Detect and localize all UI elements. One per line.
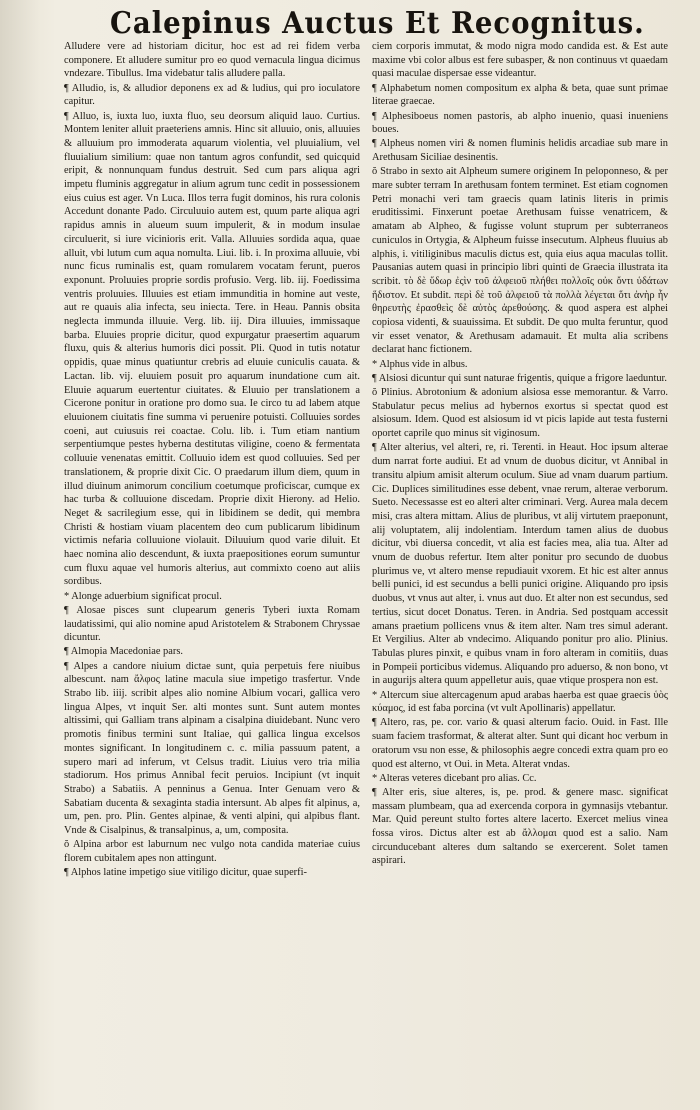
dictionary-entry: * Alphus vide in albus. [372, 358, 468, 370]
running-head-title: Calepinus Auctus Et Recognitus. [110, 6, 645, 41]
right-text-column [372, 40, 668, 1044]
dictionary-entry: ¶ Altero, ras, pe. cor. vario & quasi alterum facio. Ouid. in Fast. Ille suam faciem trasformat, & alterat alter. Sunt qui dicant hoc verbum in oratorum vsu non esse, & philosophis aegre concedi extra quam pro eo quod est alterno, vt Oui. in Meta. Alterat vndas. [372, 717, 668, 770]
dictionary-entry: * Altercum siue altercagenum apud arabas haerba est quae graecis ὑὸς κύαμος, id est faba porcina (vt vult Apollinaris) appellatur. [372, 689, 668, 715]
dictionary-entry: ¶ Alpes a candore niuium dictae sunt, quia perpetuis fere niuibus albescunt. nam ἄλφος latine macula siue impetigo trasfertur. Vnde Strabo lib. iiij. scribit alpes alio nomine Albium vocari, gallica vero lingua Alpes, vt inquit Ser. alti montes sunt. Sunt autem montes altissimi, qui Galliam trans alpinam a cisalpina diuidebant. Nunc vero promotis finibus termini sunt Italiae, qui gallica lingua excelsos montes significant. In longitudinem c. c. milia passuum patent, a supero mari ad inferum, vt Celsus tradit. Liuius vero tria milia stadiorum. Hos primus Annibal fecit peruios. Incipiunt (vt inquit Strabo) a Sabatiis. A penninus a Genua. Inter Genuam vero & Sabatiam ducenta & sexaginta stadia intersunt. Ab alpes fit alpinus, a, um, pen. pro. Plin. Gentes alpinae, & venti alpini, qui alpibus flant. Vnde & Cisalpinus, & transalpinus, a, um, composita. [64, 660, 360, 837]
dictionary-entry: ŏ Alpina arbor est laburnum nec vulgo nota candida materiae cuius florem cubitalem apes non attingunt. [64, 839, 360, 864]
dictionary-entry: ¶ Alpheus nomen viri & nomen fluminis helidis arcadiae sub mare in Arethusam Siciliae desinentis. [372, 138, 668, 164]
dictionary-entry: ciem corporis immutat, & modo nigra modo candida est. & Est aute maxime vbi color albus est fere subasper, & non continuus vt quaedam quasi maculae dispersae esse videantur. [372, 41, 668, 80]
dictionary-entry: ¶ Almopia Macedoniae pars. [64, 646, 183, 658]
page-gutter-shadow [0, 0, 40, 1110]
dictionary-entry: ¶ Alphos latine impetigo siue vitiligo dicitur, quae superfi- [64, 867, 307, 879]
dictionary-entry: ¶ Alphabetum nomen compositum ex alpha & beta, quae sunt primae literae graecae. [372, 82, 668, 108]
dictionary-entry: * Alonge aduerbium significat procul. [64, 590, 222, 602]
dictionary-entry: Alludere vere ad historiam dicitur, hoc est ad rei fidem verba componere. Et alludere sumitur pro eo quod vernacula lingua dicimus vndezare. Tibullus. Ima videbatur talis alludere palla. [64, 41, 360, 80]
dictionary-entry: ŏ Strabo in sexto ait Alpheum sumere originem In peloponneso, & per mare subter terram In arethusam fontem terminet. Est etiam cognomen Petri monachi veri tam graecis quam latinis literis in primis eruditissimi. Finxerunt poetae Arethusam fuisse venatricem, & amatam ab Alpheo, & fugisse volunt stuprum per subterraneos cuniculos in Ortygia, & Alpheum fuisse insecutum. Alpheus fluuius ab alphis, i. vitiliginibus maculis dictus est, quia eius aqua maculas tollit. Pausanias autem quasi in principio libri quinti de Graecia illustrata ita scribit. τὸ δὲ ὕδωρ ἐςὶν τοῦ ἀλφειοῦ πλήθει πολλοῖς οὐκ ὄντι ὑδάτων ἥδιστον. Et subdit. περὶ δὲ τοῦ ἀλφειοῦ τὰ πολλὰ λέγεται ὅτι ἀνὴρ ἦν θηρευτὴς ἐρασθεὶς δὲ αὐτὸς ἀρεθούσης. & quod aspera est alphei copiosa videnti, & suauissima. Et subdit. De quo multa feruntur, quod vir esset venator, & Arethusam adamauit. Et multa alia scribens declarat hanc fictionem. [372, 166, 668, 356]
dictionary-entry: ŏ Plinius. Abrotonium & adonium alsiosa esse memorantur. & Varro. Stabulatur pecus melius ad hybernos exortus si spectat quod est alsiosum. Idem. Quod est alsiosum id vt picis lapide aut testa fusterni oportet caprile quo minus sit viginosum. [372, 387, 668, 440]
dictionary-entry: ¶ Alter alterius, vel alteri, re, ri. Terenti. in Heaut. Hoc ipsum alterae dum narrat forte audiui. Et ad vnum de duobus dicitur, vt Annibal in transitu alpium amisit alterum oculum. Siue ad vnam duarum partium. Cic. Duplices similitudines esse debent, vnae rerum, alterae verborum. Sueto. Necessasse est eo alteri alter criminari. Verg. Aurea mala decem misi, cras altera mittam. Alius de pluribus, vt alij virtutem praeponunt, alij voluptatem, alij indolentiam. Interdum tamen alius de duobus dicitur, vbi diuersa concedit, vt alia est facies mea, alia tua. Alter ad vnum de duobus refertur. Item alter ponitur pro secundo de duobus plurimus ve, vt altero mense repudiauit vxorem. Et hic est alter annus belli punici, id est secundus a belli punici origine. Aliquando pro ipsis duobus, vt vnus aut alter, i. vnus aut duo. Et alter non est secundus, sed tertius, sicut docet Donatus. Teren. in Andria. Sed postquam accessit amans praetium pollicens vnus & item alter. Nam tres simul aderant. Et Vergilius. Alter ab vndecimo. Aliquando ponitur pro alio. Plinius. Tabulas plures pinxit, e quibus vnam in foro alteram in comitiis, duas in Pompeii porticibus videmus. Aliquando pro aduerso, & non bono, vt in augurijs altera quum appelletur auis, quae vtique prospera non est. [372, 442, 668, 687]
dictionary-entry: * Alteras veteres dicebant pro alias. Cc. [372, 772, 537, 784]
dictionary-entry: ¶ Alter eris, siue alteres, is, pe. prod. & genere masc. significat massam plumbeam, qua ad exercenda corpora in gymnasijs vtebantur. Mar. Quid pereunt stulto fortes altere lacerto. Exercet melius vinea fossa viros. Dictus alter est ab ἄλλομαι quod est a salio. Nam circunducebant alteres dum saltando se exercerent. Solet tamen aspirari. [372, 786, 668, 867]
dictionary-entry: ¶ Alsiosi dicuntur qui sunt naturae frigentis, quique a frigore laeduntur. [372, 372, 668, 384]
dictionary-entry: ¶ Alluo, is, iuxta luo, iuxta fluo, seu deorsum aliquid lauo. Curtius. Montem leniter alluit praeteriens amnis. Hinc sit alluuio, onis, alluuies & alluuium pro immoderata aquarum violentia, vel pluuialium, vel fluuialium similium: quae non tantum agros confundit, sed quicquid eripit, & nonnunquam fundus destruit. Sed cum pars aliqua agri impetu fluminis aggregatur in alium agrum tunc cedit in possessionem eius cuius est ager. Vn Luca. Illos terra fugit dominos, his rura colonis Accedunt donante Pado. Circuluuio autem est, quum parte aliqua agri rapidus amnis in alueum suum impulerit, & in modum insulae circuluerit, si iure vicinioris erit. Valla. Alluuies sordida aqua, quae alluit, vbi lutum cum aqua nomulta. Liui. lib. i. In proxima alluuie, vbi nunc ficus ruminalis est, quam romularem vocatam ferunt, pueros exponunt. Proluuies proprie sordis profusio. Verg. lib. iij. Foedissima ventris proluuies. Illuuies est etiam immunditia in homine aut veste, aut re quauis alia infecta, seu iniecta. Tere. in Heau. Pannis obsita neglecta immunda illuuie. Verg. lib. iij. Dira illuuies, immissaque barba. Eluuies proprie dicitur, quod expurgatur praesertim aquarum fluxu, quis & alterius humoris dici possit. Pli. Quod in tutis notatur oppidis, quae minus quatiuntur crebris ad eluuie cuniculis cauata. & Lactan. lib. vij. eluuiem posuit pro aquarum inundatione cum ait. Eluuie aquarum euertentur ciuitates. & Eluuio per translationem a Cicerone ponitur in oratione pro domo sua. Ie circo tu ad labem atque eluuionem ciuitatis fine summa vi peruenire potuisti. Colluuies sordes coeni, aut cuiusuis rei coactae. Colu. lib. i. Tum etiam nantium serpentiumque pestes hyberna destitutas viligine, coeno & fermentata colluuie venenatas emittit. Colluuio idem est quod colluuies. Sed per translationem, & proprie dixit Cic. O praedarum illum diem, quum in illud diuinum animorum concilium coetumque proficiscar, cumque ex hac turba & colluuione discedam. Proprie dixit Hierony. ad Helio. Neget & sacrilegium esse, qui in libidinem se dedit, qui membra Christi & hostiam viuam placentem deo cum publicarum libidinum victimis nefaria colluuione violauit. Diluuium quod varie diluit. Et haec nomina alio descendunt, & iuxta praepositiones eorum sumuntur cum fluxu aquae vel humoris alterius, aut commixto coeno aut aliis sordibus. [64, 110, 360, 588]
left-text-column [64, 40, 360, 1044]
dictionary-entry: ¶ Alosae pisces sunt clupearum generis Tyberi iuxta Romam laudatissimi, qui alio nomine apud Aristotelem & Strabonem Chryssae dicuntur. [64, 604, 360, 644]
dictionary-entry: ¶ Alphesiboeus nomen pastoris, ab alpho inuenio, quasi inueniens boues. [372, 110, 668, 136]
dictionary-entry: ¶ Alludio, is, & alludior deponens ex ad & ludius, qui pro ioculatore capitur. [64, 82, 360, 108]
